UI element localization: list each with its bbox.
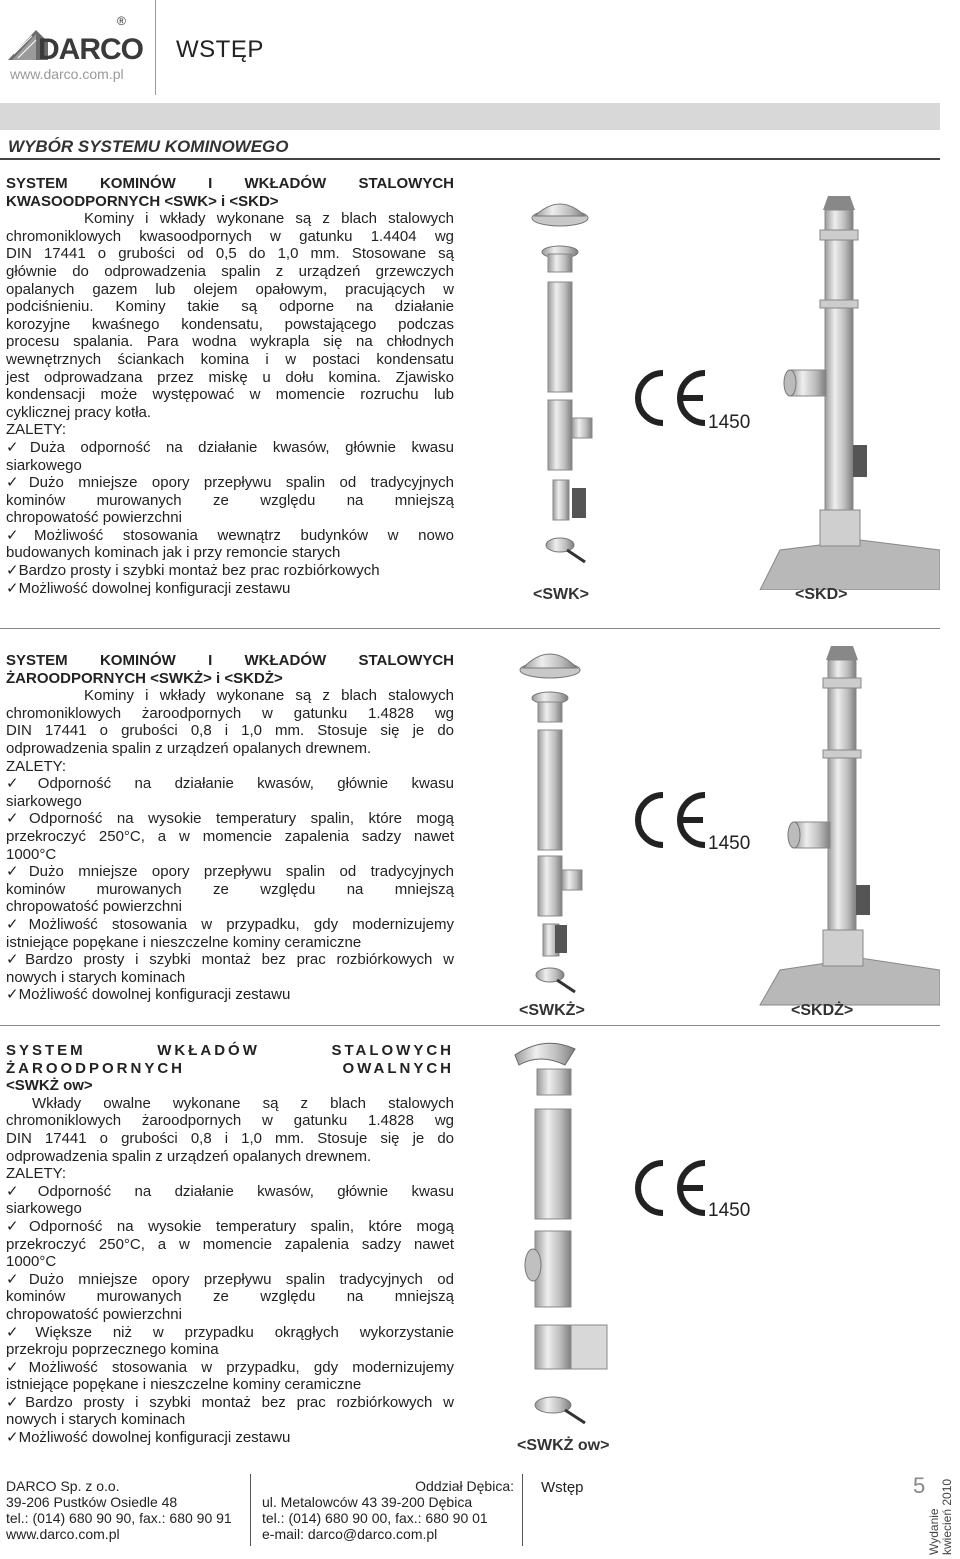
page-number: 5 [913, 1473, 926, 1498]
advantage-line: ✓Odporność na działanie kwasów, głównie kwasu [6, 1182, 454, 1200]
company-address: 39-206 Pustków Osiedle 48 [6, 1494, 178, 1510]
ce-number: 1450 [708, 833, 751, 854]
advantage-line: kominów murowanych ze względu na mniejszą [6, 491, 454, 509]
body-line: Wkłady owalne wykonane są z blach stalowych [32, 1094, 454, 1112]
advantage-line: przekroju poprzecznego komina [6, 1341, 219, 1359]
body-line: Kominy i wkłady wykonane są z blach stalowych [84, 210, 454, 228]
advantage-line: ✓Możliwość stosowania w przypadku, gdy modernizujemy [6, 915, 454, 933]
advantage-line: siarkowego [6, 456, 82, 474]
branch-address: ul. Metalowców 43 39-200 Dębica [262, 1494, 473, 1510]
advantage-line: 1000°C [6, 845, 57, 863]
advantage-line: ✓Odporność na wysokie temperatury spalin, które mogą [6, 1217, 454, 1235]
body-line: DIN 17441 o grubości od 0,5 do 1,0 mm. Stosowane są [6, 245, 454, 263]
section-2-text [6, 652, 454, 1004]
swk-chimney-illustration [515, 190, 605, 580]
section-1-text [6, 175, 454, 597]
advantage-line: ✓Możliwość dowolnej konfiguracji zestawu [6, 986, 291, 1004]
section-3-text [6, 1042, 454, 1447]
section-2-title-line: SYSTEM KOMINÓW I WKŁADÓW STALOWYCH [6, 652, 454, 669]
advantage-line: ✓Bardzo prosty i szybki montaż bez prac rozbiórkowych w [6, 951, 454, 969]
body-line: Kominy i wkłady wykonane są z blach stalowych [84, 687, 454, 705]
zalety-label: ZALETY: [6, 421, 67, 439]
section-divider [0, 1025, 940, 1026]
edition-line: kwiecień 2010 [940, 1478, 954, 1555]
swkz-chimney-illustration [505, 640, 595, 1005]
header-divider [155, 0, 156, 95]
body-line: chromoniklowych żaroodpornych w gatunku 1.4828 wg [6, 704, 454, 722]
advantage-line: ✓Bardzo prosty i szybki montaż bez prac rozbiórkowych w [6, 1393, 454, 1411]
section-divider [0, 628, 940, 629]
skdz-chimney-illustration [740, 640, 940, 1010]
header-band [0, 103, 940, 130]
skdz-label: <SKDŻ> [791, 1002, 854, 1019]
advantage-line: siarkowego [6, 792, 82, 810]
body-line: kondensacji może występować w momencie rozruchu lub [6, 386, 454, 404]
ce-mark-icon [633, 790, 713, 850]
branch-name: Oddział Dębica: [415, 1478, 514, 1494]
zalety-label: ZALETY: [6, 1165, 67, 1183]
skd-label: <SKD> [795, 586, 848, 603]
body-line: jest odprowadzana przez miskę u dołu komina. Zjawisko [6, 368, 454, 386]
registered-mark: ® [117, 14, 126, 28]
advantage-line: ✓Odporność na działanie kwasów, głównie kwasu [6, 775, 454, 793]
logo-wordmark: DARCO [38, 33, 143, 66]
advantage-line: ✓Bardzo prosty i szybki montaż bez prac rozbiórkowych [6, 562, 380, 580]
company-phone: tel.: (014) 680 90 90, fax.: 680 90 91 [6, 1510, 232, 1526]
ce-number: 1450 [708, 412, 751, 433]
body-line: chromoniklowych kwasoodpornych w gatunku 1.4404 wg [6, 227, 454, 245]
advantage-line: kominów murowanych ze względu na mniejszą [6, 880, 454, 898]
section-2-title-line: ŻAROODPORNYCH <SWKŻ> i <SKDŻ> [6, 669, 283, 687]
advantage-line: ✓Dużo mniejsze opory przepływu spalin tradycyjnych od [6, 1270, 454, 1288]
advantage-line: chropowatość powierzchni [6, 509, 182, 527]
advantage-line: budowanych kominach jak i przy remoncie starych [6, 544, 341, 562]
footer-branch [262, 1478, 514, 1542]
heading-rule [0, 158, 940, 160]
branch-phone: tel.: (014) 680 90 00, fax.: 680 90 01 [262, 1510, 488, 1526]
advantage-line: ✓Możliwość stosowania w przypadku, gdy modernizujemy [6, 1358, 454, 1376]
advantage-line: siarkowego [6, 1200, 82, 1218]
advantage-line: kominów murowanych ze względu na mniejszą [6, 1288, 454, 1306]
section-3-title-line: ŻAROODPORNYCH OWALNYCH [6, 1059, 454, 1077]
section-heading: WYBÓR SYSTEMU KOMINOWEGO [8, 137, 289, 156]
ce-number: 1450 [708, 1200, 751, 1221]
body-line: wewnętrznych ściankach komina i w postaci kondensatu [6, 350, 454, 368]
logo-url: www.darco.com.pl [10, 66, 124, 82]
advantage-line: chropowatość powierzchni [6, 898, 182, 916]
swkz-ow-label: <SWKŻ ow> [517, 1437, 610, 1454]
advantage-line: ✓Dużo mniejsze opory przepływu spalin od tradycyjnych [6, 474, 454, 492]
advantage-line: ✓Możliwość dowolnej konfiguracji zestawu [6, 579, 291, 597]
swkz-ow-chimney-illustration [505, 1035, 635, 1435]
body-line: opalanych gazem lub olejem opałowym, pracujących w [6, 280, 454, 298]
branch-email[interactable]: e-mail: darco@darco.com.pl [262, 1526, 438, 1542]
body-line: podciśnieniu. Kominy takie są odporne na działanie [6, 298, 454, 316]
body-line: cyklicznej pracy kotła. [6, 403, 152, 421]
section-1-title-line: SYSTEM KOMINÓW I WKŁADÓW STALOWYCH [6, 175, 454, 192]
ce-mark-icon [633, 368, 713, 428]
body-line: chromoniklowych żaroodpornych w gatunku 1.4828 wg [6, 1112, 454, 1130]
section-3-title-line: SYSTEM WKŁADÓW STALOWYCH [6, 1042, 454, 1059]
advantage-line: przekroczyć 250°C, a w momencie zapalenia sadzy nawet [6, 1235, 454, 1253]
skd-chimney-illustration [740, 190, 940, 590]
advantage-line: przekroczyć 250°C, a w momencie zapalenia sadzy nawet [6, 827, 454, 845]
body-line: korozyjne kwaśnego kondensatu, powstającego podczas [6, 315, 454, 333]
footer-divider [250, 1474, 251, 1546]
advantage-line: ✓Większe niż w przypadku okrągłych wykorzystanie [6, 1323, 454, 1341]
body-line: odprowadzenia spalin z urządzeń opalanych drewnem. [6, 739, 372, 757]
body-line: odprowadzenia spalin z urządzeń opalanych drewnem. [6, 1147, 372, 1165]
body-line: DIN 17441 o grubości 0,8 i 1,0 mm. Stosuje się je do [6, 1129, 454, 1147]
body-line: głównie do odprowadzenia spalin z urządzeń grzewczych [6, 262, 454, 280]
body-line: DIN 17441 o grubości 0,8 i 1,0 mm. Stosuje się je do [6, 722, 454, 740]
advantage-line: ✓Możliwość stosowania wewnątrz budynków w nowo [6, 526, 454, 544]
edition-note [928, 1479, 954, 1555]
footer-section-name: Wstęp [541, 1479, 584, 1496]
advantage-line: ✓Możliwość dowolnej konfiguracji zestawu [6, 1429, 291, 1447]
advantage-line: istniejące popękane i nieszczelne kominy ceramiczne [6, 1376, 362, 1394]
zalety-label: ZALETY: [6, 757, 67, 775]
body-line: procesu spalania. Para wodna wykrapla się na chłodnych [6, 333, 454, 351]
advantage-line: istniejące popękane i nieszczelne kominy ceramiczne [6, 933, 362, 951]
swkz-label: <SWKŻ> [519, 1002, 585, 1019]
advantage-line: chropowatość powierzchni [6, 1305, 182, 1323]
page-title: WSTĘP [176, 36, 264, 63]
edition-line: Wydanie [927, 1508, 941, 1555]
section-1-title-line: KWASOODPORNYCH <SWK> i <SKD> [6, 192, 279, 210]
advantage-line: ✓Odporność na wysokie temperatury spalin, które mogą [6, 810, 454, 828]
footer-divider [522, 1474, 523, 1546]
advantage-line: ✓Dużo mniejsze opory przepływu spalin od tradycyjnych [6, 863, 454, 881]
company-website[interactable]: www.darco.com.pl [6, 1526, 120, 1542]
footer-company [6, 1478, 248, 1542]
advantage-line: nowych i starych kominach [6, 1411, 186, 1429]
section-3-title-line: <SWKŻ ow> [6, 1077, 93, 1095]
advantage-line: 1000°C [6, 1253, 57, 1271]
ce-mark-icon [633, 1158, 713, 1218]
swk-label: <SWK> [533, 586, 590, 603]
advantage-line: nowych i starych kominach [6, 968, 186, 986]
advantage-line: ✓Duża odporność na działanie kwasów, głównie kwasu [6, 438, 454, 456]
company-name: DARCO Sp. z o.o. [6, 1478, 120, 1494]
